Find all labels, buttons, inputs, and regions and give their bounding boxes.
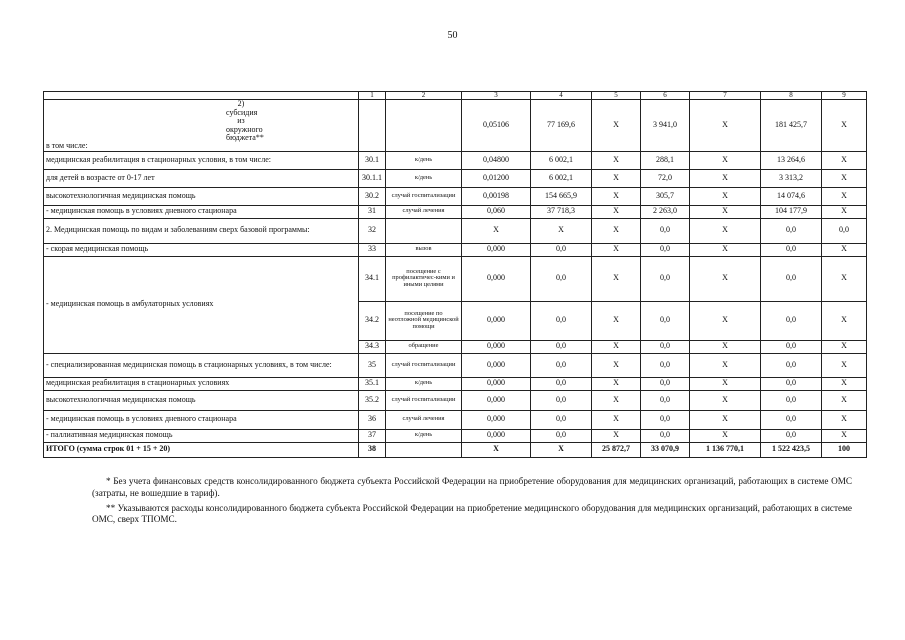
row-name-cell: - скорая медицинская помощь bbox=[44, 243, 359, 256]
table-row bbox=[44, 169, 867, 187]
value-cell: Х bbox=[592, 100, 641, 151]
row-code-cell: 35 bbox=[359, 353, 386, 377]
row-unit-cell: случай госпитализации bbox=[386, 353, 462, 377]
value-cell: 0,0 bbox=[761, 243, 822, 256]
header-cell: 4 bbox=[531, 92, 592, 100]
value-cell: 0,0 bbox=[761, 218, 822, 243]
table-row bbox=[44, 377, 867, 390]
value-cell: 0,0 bbox=[641, 410, 690, 429]
row-name-cell: - специализированная медицинская помощь в стационарных условиях, в том числе: bbox=[44, 353, 359, 377]
value-cell: Х bbox=[690, 377, 761, 390]
value-cell: Х bbox=[822, 151, 867, 169]
row-code-cell: 37 bbox=[359, 429, 386, 442]
header-cell: 2 bbox=[386, 92, 462, 100]
value-cell: Х bbox=[462, 442, 531, 457]
value-cell: Х bbox=[690, 100, 761, 151]
value-cell: 181 425,7 bbox=[761, 100, 822, 151]
row-code-cell: 30.2 bbox=[359, 187, 386, 205]
row-unit-cell: вызов bbox=[386, 243, 462, 256]
value-cell: Х bbox=[592, 410, 641, 429]
row-code-cell: 35.2 bbox=[359, 390, 386, 410]
table-row bbox=[44, 256, 867, 301]
table-row bbox=[44, 187, 867, 205]
row-unit-cell: случай госпитализации bbox=[386, 187, 462, 205]
value-cell: Х bbox=[531, 218, 592, 243]
row-unit-cell: случай госпитализации bbox=[386, 390, 462, 410]
value-cell: Х bbox=[822, 205, 867, 218]
value-cell: 3 941,0 bbox=[641, 100, 690, 151]
row-unit-cell bbox=[386, 218, 462, 243]
value-cell: 72,0 bbox=[641, 169, 690, 187]
value-cell: Х bbox=[690, 169, 761, 187]
value-cell: 0,000 bbox=[462, 301, 531, 340]
value-cell: 0,000 bbox=[462, 256, 531, 301]
value-cell: Х bbox=[822, 353, 867, 377]
value-cell: Х bbox=[462, 218, 531, 243]
value-cell: Х bbox=[822, 256, 867, 301]
row-name-cell: - медицинская помощь в условиях дневного стационара bbox=[44, 410, 359, 429]
value-cell: Х bbox=[592, 187, 641, 205]
table-row bbox=[44, 390, 867, 410]
value-cell: Х bbox=[592, 256, 641, 301]
row-code-cell: 30.1.1 bbox=[359, 169, 386, 187]
row-name-cell: высокотехнологичная медицинская помощь bbox=[44, 390, 359, 410]
value-cell: 0,00198 bbox=[462, 187, 531, 205]
table-row bbox=[44, 353, 867, 377]
value-cell: Х bbox=[592, 353, 641, 377]
value-cell: 0,0 bbox=[761, 340, 822, 353]
value-cell: 0,0 bbox=[761, 390, 822, 410]
value-cell: 0,000 bbox=[462, 353, 531, 377]
row-code-cell: 34.1 bbox=[359, 256, 386, 301]
value-cell: 0,0 bbox=[531, 301, 592, 340]
value-cell: Х bbox=[690, 410, 761, 429]
value-cell: 1 522 423,5 bbox=[761, 442, 822, 457]
row-code-cell: 33 bbox=[359, 243, 386, 256]
value-cell: Х bbox=[822, 390, 867, 410]
row-unit-cell: к/день bbox=[386, 377, 462, 390]
value-cell: Х bbox=[531, 442, 592, 457]
header-cell: 1 bbox=[359, 92, 386, 100]
value-cell: Х bbox=[592, 301, 641, 340]
row-code-cell: 35.1 bbox=[359, 377, 386, 390]
row-name-cell: высокотехнологичная медицинская помощь bbox=[44, 187, 359, 205]
value-cell: 13 264,6 bbox=[761, 151, 822, 169]
value-cell: 6 002,1 bbox=[531, 151, 592, 169]
value-cell: 0,0 bbox=[531, 377, 592, 390]
header-cell: 3 bbox=[462, 92, 531, 100]
value-cell: Х bbox=[592, 243, 641, 256]
table-row bbox=[44, 205, 867, 218]
row-code-cell: 30.1 bbox=[359, 151, 386, 169]
value-cell: 0,0 bbox=[531, 390, 592, 410]
row-name-cell: для детей в возрасте от 0-17 лет bbox=[44, 169, 359, 187]
row-unit-cell: к/день bbox=[386, 151, 462, 169]
value-cell: Х bbox=[592, 429, 641, 442]
value-cell: 0,0 bbox=[822, 218, 867, 243]
value-cell: Х bbox=[690, 340, 761, 353]
header-cell: 6 bbox=[641, 92, 690, 100]
value-cell: 3 313,2 bbox=[761, 169, 822, 187]
row-unit-cell bbox=[386, 100, 462, 151]
value-cell: 0,0 bbox=[641, 429, 690, 442]
header-row bbox=[44, 92, 867, 100]
value-cell: Х bbox=[690, 390, 761, 410]
value-cell: Х bbox=[592, 340, 641, 353]
value-cell: 104 177,9 bbox=[761, 205, 822, 218]
table-row bbox=[44, 151, 867, 169]
row-unit-cell: посещение по неотложной медицинской помощи bbox=[386, 301, 462, 340]
row-name-cell: - медицинская помощь в условиях дневного стационара bbox=[44, 205, 359, 218]
value-cell: Х bbox=[822, 243, 867, 256]
value-cell: Х bbox=[822, 410, 867, 429]
value-cell: 100 bbox=[822, 442, 867, 457]
value-cell: 0,0 bbox=[761, 410, 822, 429]
footnotes bbox=[92, 476, 852, 529]
value-cell: 0,0 bbox=[531, 340, 592, 353]
row-name-cell bbox=[44, 100, 359, 151]
value-cell: 77 169,6 bbox=[531, 100, 592, 151]
row-name-cell: - паллиативная медицинская помощь bbox=[44, 429, 359, 442]
value-cell: 0,0 bbox=[641, 301, 690, 340]
row-unit-cell: случай лечения bbox=[386, 205, 462, 218]
value-cell: Х bbox=[690, 205, 761, 218]
value-cell: 37 718,3 bbox=[531, 205, 592, 218]
value-cell: Х bbox=[822, 340, 867, 353]
row-code-cell bbox=[359, 100, 386, 151]
value-cell: 0,0 bbox=[531, 410, 592, 429]
header-cell: 5 bbox=[592, 92, 641, 100]
value-cell: 25 872,7 bbox=[592, 442, 641, 457]
row-unit-cell: к/день bbox=[386, 429, 462, 442]
value-cell: Х bbox=[822, 429, 867, 442]
header-cell-blank bbox=[44, 92, 359, 100]
page-number: 50 bbox=[447, 30, 458, 41]
value-cell: Х bbox=[690, 429, 761, 442]
value-cell: Х bbox=[822, 187, 867, 205]
value-cell: 0,0 bbox=[531, 353, 592, 377]
value-cell: 0,05106 bbox=[462, 100, 531, 151]
value-cell: Х bbox=[822, 100, 867, 151]
table-row bbox=[44, 410, 867, 429]
value-cell: 0,000 bbox=[462, 377, 531, 390]
value-cell: 0,0 bbox=[531, 243, 592, 256]
table-row bbox=[44, 243, 867, 256]
value-cell: Х bbox=[592, 151, 641, 169]
value-cell: 0,0 bbox=[761, 429, 822, 442]
value-cell: 0,0 bbox=[641, 243, 690, 256]
row-code-cell: 34.3 bbox=[359, 340, 386, 353]
value-cell: 1 136 770,1 bbox=[690, 442, 761, 457]
table-row bbox=[44, 218, 867, 243]
value-cell: 0,000 bbox=[462, 340, 531, 353]
value-cell: 0,01200 bbox=[462, 169, 531, 187]
table-row bbox=[44, 442, 867, 457]
footnote-2: ** Указываются расходы консолидированного бюджета субъекта Российской Федерации на приобретение медицинского оборудования для медицинских организаций, работающих в системе ОМС, сверх ТПОМС. bbox=[92, 502, 852, 525]
value-cell: 0,0 bbox=[641, 353, 690, 377]
header-cell: 9 bbox=[822, 92, 867, 100]
row-unit-cell: обращение bbox=[386, 340, 462, 353]
value-cell: Х bbox=[592, 169, 641, 187]
value-cell: 0,0 bbox=[641, 218, 690, 243]
row-unit-cell bbox=[386, 442, 462, 457]
value-cell: 0,000 bbox=[462, 390, 531, 410]
value-cell: Х bbox=[690, 151, 761, 169]
row-code-cell: 34.2 bbox=[359, 301, 386, 340]
value-cell: 6 002,1 bbox=[531, 169, 592, 187]
value-cell: 305,7 bbox=[641, 187, 690, 205]
row-code-cell: 38 bbox=[359, 442, 386, 457]
value-cell: 0,000 bbox=[462, 429, 531, 442]
value-cell: 0,0 bbox=[641, 256, 690, 301]
value-cell: 33 070,9 bbox=[641, 442, 690, 457]
value-cell: Х bbox=[822, 377, 867, 390]
value-cell: Х bbox=[822, 169, 867, 187]
value-cell: Х bbox=[690, 353, 761, 377]
value-cell: 0,0 bbox=[761, 353, 822, 377]
value-cell: 2 263,0 bbox=[641, 205, 690, 218]
value-cell: 0,0 bbox=[761, 377, 822, 390]
row-code-cell: 31 bbox=[359, 205, 386, 218]
row-name-cell: 2. Медицинская помощь по видам и заболеваниям сверх базовой программы: bbox=[44, 218, 359, 243]
value-cell: Х bbox=[690, 301, 761, 340]
subsidy-subtitle: в том числе: bbox=[46, 141, 88, 151]
value-cell: Х bbox=[592, 205, 641, 218]
value-cell: Х bbox=[690, 256, 761, 301]
value-cell: Х bbox=[592, 218, 641, 243]
value-cell: Х bbox=[822, 301, 867, 340]
value-cell: 288,1 bbox=[641, 151, 690, 169]
value-cell: 0,04800 bbox=[462, 151, 531, 169]
header-cell: 8 bbox=[761, 92, 822, 100]
value-cell: 0,0 bbox=[761, 301, 822, 340]
value-cell: Х bbox=[592, 377, 641, 390]
row-unit-cell: случай лечения bbox=[386, 410, 462, 429]
value-cell: 0,000 bbox=[462, 243, 531, 256]
table-row bbox=[44, 429, 867, 442]
value-cell: 0,0 bbox=[641, 340, 690, 353]
value-cell: 0,060 bbox=[462, 205, 531, 218]
value-cell: Х bbox=[592, 390, 641, 410]
row-unit-cell: посещение с профилактичес-кими и иными целями bbox=[386, 256, 462, 301]
value-cell: 154 665,9 bbox=[531, 187, 592, 205]
row-name-cell: медицинская реабилитация в стационарных условия, в том числе: bbox=[44, 151, 359, 169]
value-cell: 0,0 bbox=[641, 377, 690, 390]
header-cell: 7 bbox=[690, 92, 761, 100]
value-cell: 0,0 bbox=[531, 429, 592, 442]
value-cell: 0,0 bbox=[761, 256, 822, 301]
value-cell: 0,000 bbox=[462, 410, 531, 429]
row-code-cell: 32 bbox=[359, 218, 386, 243]
row-unit-cell: к/день bbox=[386, 169, 462, 187]
value-cell: 14 074,6 bbox=[761, 187, 822, 205]
financial-table bbox=[43, 91, 867, 458]
footnote-1: * Без учета финансовых средств консолидированного бюджета субъекта Российской Федерации на приобретение оборудования для медицинских организаций, работающих в системе ОМС (затраты, не вошедшие в тариф). bbox=[92, 476, 852, 498]
value-cell: Х bbox=[690, 243, 761, 256]
subsidy-title: 2) субсидия из окружного бюджета** bbox=[226, 99, 264, 142]
row-name-cell: медицинская реабилитация в стационарных условиях bbox=[44, 377, 359, 390]
value-cell: 0,0 bbox=[531, 256, 592, 301]
value-cell: Х bbox=[690, 187, 761, 205]
row-name-cell: - медицинская помощь в амбулаторных условиях bbox=[44, 256, 359, 353]
table-row bbox=[44, 100, 867, 151]
value-cell: Х bbox=[690, 218, 761, 243]
row-name-cell: ИТОГО (сумма строк 01 + 15 + 20) bbox=[44, 442, 359, 457]
value-cell: 0,0 bbox=[641, 390, 690, 410]
row-code-cell: 36 bbox=[359, 410, 386, 429]
